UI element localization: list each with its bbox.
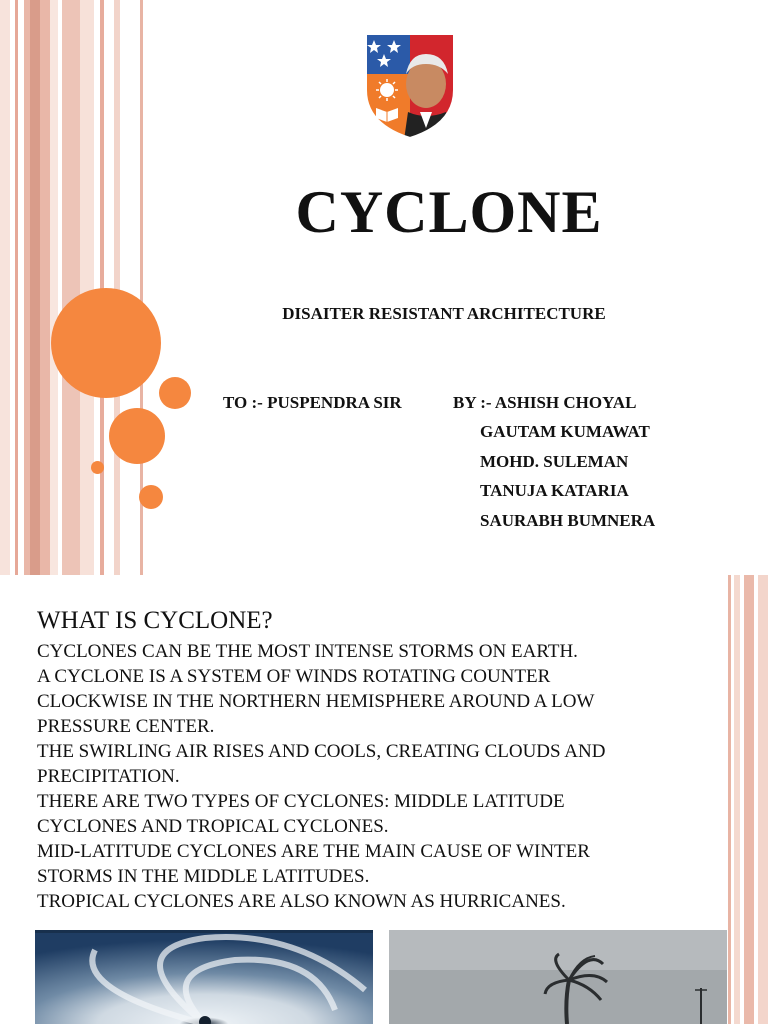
decorative-circle: [109, 408, 165, 464]
satellite-cyclone-image: [35, 930, 373, 1024]
text-line: THE SWIRLING AIR RISES AND COOLS, CREATING CLOUDS AND: [37, 741, 606, 762]
text-line: THERE ARE TWO TYPES OF CYCLONES: MIDDLE LATITUDE: [37, 791, 565, 812]
slide-title: CYCLONE: [295, 179, 603, 245]
decorative-circle: [159, 377, 191, 409]
slide-heading: WHAT IS CYCLONE?: [37, 607, 273, 634]
author-name: TANUJA KATARIA: [480, 481, 629, 500]
decorative-circle: [51, 288, 161, 398]
decorative-circle: [139, 485, 163, 509]
presented-by: BY :- ASHISH CHOYAL: [453, 393, 637, 412]
storm-palm-tree-image: [389, 930, 727, 1024]
decorative-stripes: [0, 0, 150, 575]
author-name: GAUTAM KUMAWAT: [480, 422, 650, 441]
college-crest-logo: [360, 28, 460, 140]
text-line: PRESSURE CENTER.: [37, 716, 215, 737]
author-name: SAURABH BUMNERA: [480, 510, 656, 530]
text-line: CYCLONES AND TROPICAL CYCLONES.: [37, 816, 389, 837]
text-line: STORMS IN THE MIDDLE LATITUDES.: [37, 866, 370, 887]
author-list: [480, 422, 655, 540]
content-slide: [0, 575, 768, 1024]
text-line: MID-LATITUDE CYCLONES ARE THE MAIN CAUSE OF WINTER: [37, 841, 590, 862]
body-text: [37, 639, 697, 914]
author-name: MOHD. SULEMAN: [480, 451, 629, 471]
decorative-circle: [91, 461, 104, 474]
decorative-stripes: [728, 575, 768, 1024]
text-line: CYCLONES CAN BE THE MOST INTENSE STORMS ON EARTH.: [37, 641, 578, 662]
text-line: PRECIPITATION.: [37, 766, 180, 787]
presented-to: TO :- PUSPENDRA SIR: [223, 393, 402, 412]
text-line: A CYCLONE IS A SYSTEM OF WINDS ROTATING COUNTER: [37, 666, 551, 687]
text-line: CLOCKWISE IN THE NORTHERN HEMISPHERE AROUND A LOW: [37, 691, 595, 712]
slide-subtitle: DISAITER RESISTANT ARCHITECTURE: [282, 304, 606, 323]
text-line: TROPICAL CYCLONES ARE ALSO KNOWN AS HURRICANES.: [37, 891, 566, 912]
